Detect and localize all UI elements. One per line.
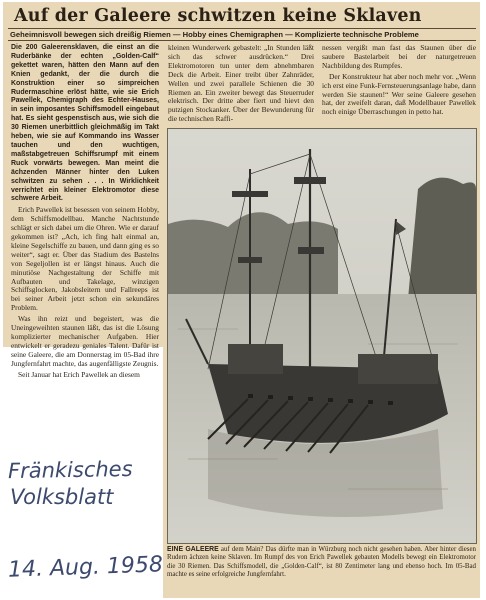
article-column-2 [168,44,314,126]
sterncastle [358,354,438,384]
fighting-top-main [298,247,324,254]
handwritten-date: 14. Aug. 1958 [7,552,164,583]
forecastle [228,344,283,374]
article-column-3 [322,44,476,119]
headline: Auf der Galeere schwitzen keine Sklaven [14,6,422,26]
handwritten-source-line-1: Fränkisches [7,456,133,484]
handwritten-source-line-2: Volksblatt [10,485,114,509]
article-paragraph: kleinen Wunderwerk gebastelt: „In Stunden läßt sich das schwer ausdrücken.“ Drei Elektromotoren tun unter dem abnehmbaren Deck die Arbeit. Einer treibt über Zahnräder, Wellen und zwei parallele Schienen die 30 Riemen an. Ein zweiter bewegt das Steuerruder elektrisch. Der dritte aber fiert und hievt den putzigen Stockanker. Über der Bewunderung für die technischen Raffi- [168,43,314,124]
caption-text: auf dem Main? Das dürfte man in Würzburg noch nicht gesehen haben. Aber hinter diesen Rudern ächzen keine Sklaven. Im Rumpf des von Erich Pawellek gebauten Modells bewegt ein Elektromotor die 30 Riemen. Das Schiffsmodell, die „Golden-Calf“, ist 80 Zentimeter lang und ebenso hoch. Im 05-Bad machte es seine erfolgreiche Jungfernfahrt. [167,546,476,578]
article-paragraph: nessen vergißt man fast das Staunen über die saubere Bastelarbeit bei der naturgetreuen Nachbildung des Rumpfes. [322,43,476,70]
article-paragraph: Erich Pawellek ist besessen von seinem Hobby, dem Schiffsmodellbau. Manche Nachtstunde schlägt er sich dabei um die Ohren. Wie er darauf gekommen ist? „Ach, ich fing halt einmal an, kleine Segelschiffe zu bauen, und dann ging es so weiter“, sagt er. Über das Stadium des Bastelns von Segeljollen ist er längst hinaus. Auch die minutiöse Nachgestaltung der Schiffe mit Aufbauten und Takelage, winzigen Schiffsglocken, Jakobsleitern und Fallreeps ist bei seiner Arbeit jetzt schon ein sekundäres Problem. [11,205,159,313]
headline-rule [8,28,476,29]
article-lead: Die 200 Galeerensklaven, die einst an die Ruderbänke der echten „Golden-Calf“ gekettet waren, hätten den Mann auf den Knien gedankt, der die durch die Konstruktion einer so simpreichen Rudermaschine erlöst hätte, wie sie Erich Pawellek, Chemigraph des Echter-Hauses, in sein imposantes Schiffsmodell eingebaut hat. Es sieht gespenstisch aus, wie sich die 30 Riemen unerbittlich gleichmäßig im Takt heben, wie sie auf Kommando ins Wasser tauchen und den wuchtigen, maßstabgetreuen Schiffsrumpf mit einem Ruck vorwärts bewegen. Man meint die ächzenden Männer hinter den Luken schwitzen zu sehen . . . In Wirklichkeit verrichtet ein kleiner Elektromotor diese schwere Arbeit. [11,44,159,203]
yard-fore [232,191,268,197]
caption-lead: EINE GALEERE [167,546,219,553]
subheadline-rule [8,40,476,41]
article-paragraph: Der Konstrukteur hat aber noch mehr vor. „Wenn ich erst eine Funk-Fernsteuerungsanlage habe, dann werden Sie staunen!“ Wer seine Galeere gesehen hat, der zweifelt daran, daß Modellbauer Pawellek noch einige Überraschungen in petto hat. [322,71,476,117]
article-paragraph: Seit Januar hat Erich Pawellek an diesem [18,369,140,379]
subheadline: Geheimnisvoll bewegen sich dreißig Riemen — Hobby eines Chemigraphen — Komplizierte technische Probleme [10,30,419,39]
article-paragraph: Was ihn reizt und begeistert, was die Uneingeweihten staunen läßt, das ist die Lösung komplizierter mechanischer Aufgaben. Hier entwickelt er geradezu geniales Talent. Dafür ist seine Galeere, die am Donnerstag im 05-Bad ihre Jungfernfahrt machte, das augenfälligste Zeugnis. [11,314,159,368]
photo-trees-right [408,178,476,299]
photo-caption [167,546,476,579]
fighting-top-fore [238,257,262,263]
galley-photo [167,128,477,544]
yard-main [294,177,326,184]
article-column-1 [11,44,159,382]
